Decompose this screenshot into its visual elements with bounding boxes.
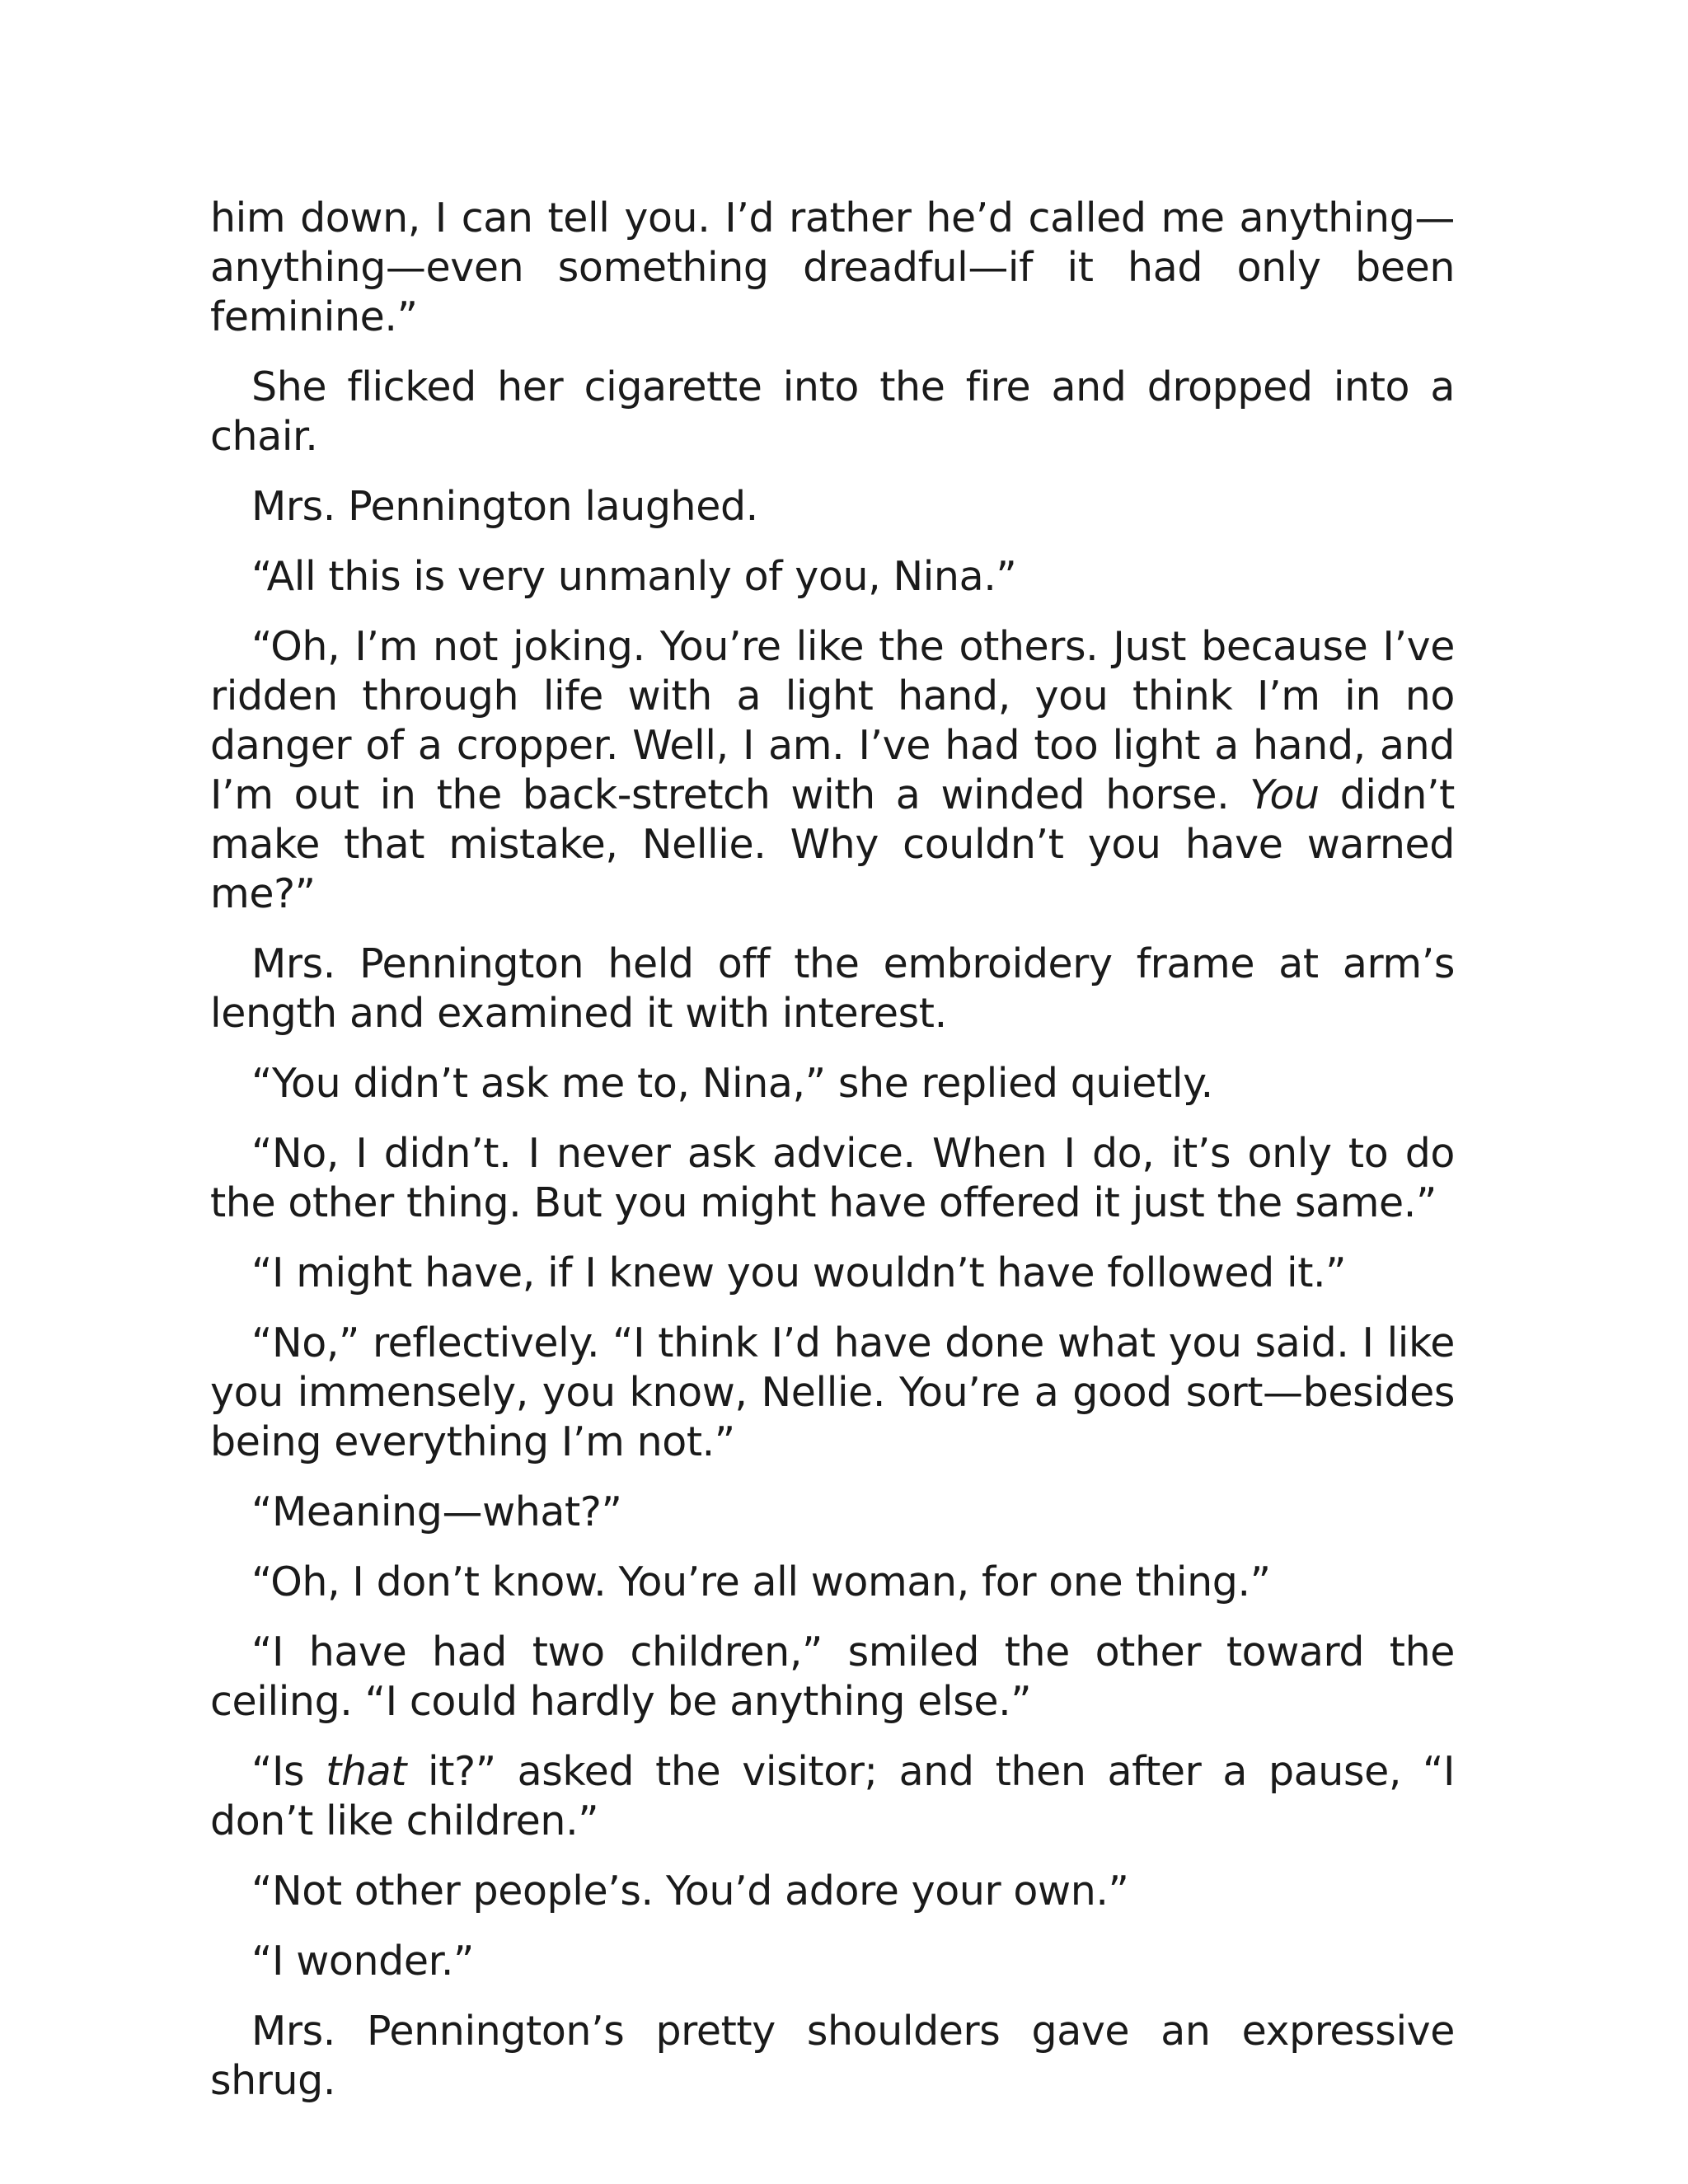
italic-text: You [1250, 771, 1320, 818]
text-run: “All this is very unmanly of you, Nina.” [251, 553, 1017, 600]
text-run: Mrs. Pennington held off the embroidery frame at arm’s length and examined it with interest. [210, 940, 1455, 1037]
text-run: “No, I didn’t. I never ask advice. When I do, it’s only to do the other thing. But you might have offered it just the same.” [210, 1130, 1455, 1226]
paragraph-p11 [210, 1488, 1455, 1537]
paragraph-p4 [210, 552, 1455, 602]
text-run: “Not other people’s. You’d adore your own.” [251, 1868, 1129, 1915]
text-run: Mrs. Pennington’s pretty shoulders gave an expressive shrug. [210, 2008, 1455, 2104]
text-run: Mrs. Pennington laughed. [251, 483, 758, 530]
paragraph-p13 [210, 1628, 1455, 1727]
paragraph-p16 [210, 1937, 1455, 1986]
text-run: She flicked her cigarette into the fire and dropped into a chair. [210, 363, 1455, 460]
text-run: it?” asked the visitor; and then after a pause, “I don’t like children.” [210, 1748, 1456, 1844]
paragraph-p8 [210, 1129, 1455, 1228]
text-run: didn’t make that mistake, Nellie. Why couldn’t you have warned me?” [210, 771, 1455, 917]
text-run: “You didn’t ask me to, Nina,” she replied quietly. [251, 1060, 1213, 1107]
text-run: “Oh, I don’t know. You’re all woman, for one thing.” [251, 1558, 1271, 1605]
paragraph-p9 [210, 1249, 1455, 1298]
paragraph-p3 [210, 482, 1455, 532]
paragraph-p5 [210, 622, 1455, 919]
text-run: “Oh, I’m not joking. You’re like the others. Just because I’ve ridden through life with a light hand, you think I’m in no danger of a cropper. Well, I am. I’ve had too light a hand, and I’m out in the back-stretch with a winded horse. [210, 623, 1455, 818]
text-run: “I wonder.” [251, 1938, 474, 1985]
text-run: “I might have, if I knew you wouldn’t have followed it.” [251, 1249, 1347, 1296]
paragraph-p15 [210, 1867, 1455, 1916]
paragraph-p12 [210, 1558, 1455, 1607]
italic-text: that [326, 1748, 407, 1795]
text-run: “No,” reflectively. “I think I’d have done what you said. I like you immensely, you know, Nellie. You’re a good sort—besides being everything I’m not.” [210, 1319, 1455, 1465]
paragraph-p7 [210, 1059, 1455, 1108]
paragraph-p2 [210, 363, 1455, 462]
text-run: him down, I can tell you. I’d rather he’d called me anything—anything—even something dreadful—if it had only been feminine.” [210, 194, 1455, 340]
paragraph-p6 [210, 940, 1455, 1038]
paragraph-p17 [210, 2007, 1455, 2106]
paragraph-p14 [210, 1747, 1455, 1846]
text-run: “Meaning—what?” [251, 1488, 622, 1535]
paragraph-p1 [210, 194, 1455, 342]
paragraph-p10 [210, 1319, 1455, 1467]
text-run: “Is [251, 1748, 326, 1795]
text-run: “I have had two children,” smiled the other toward the ceiling. “I could hardly be anything else.” [210, 1629, 1455, 1725]
page-body [210, 194, 1455, 2126]
